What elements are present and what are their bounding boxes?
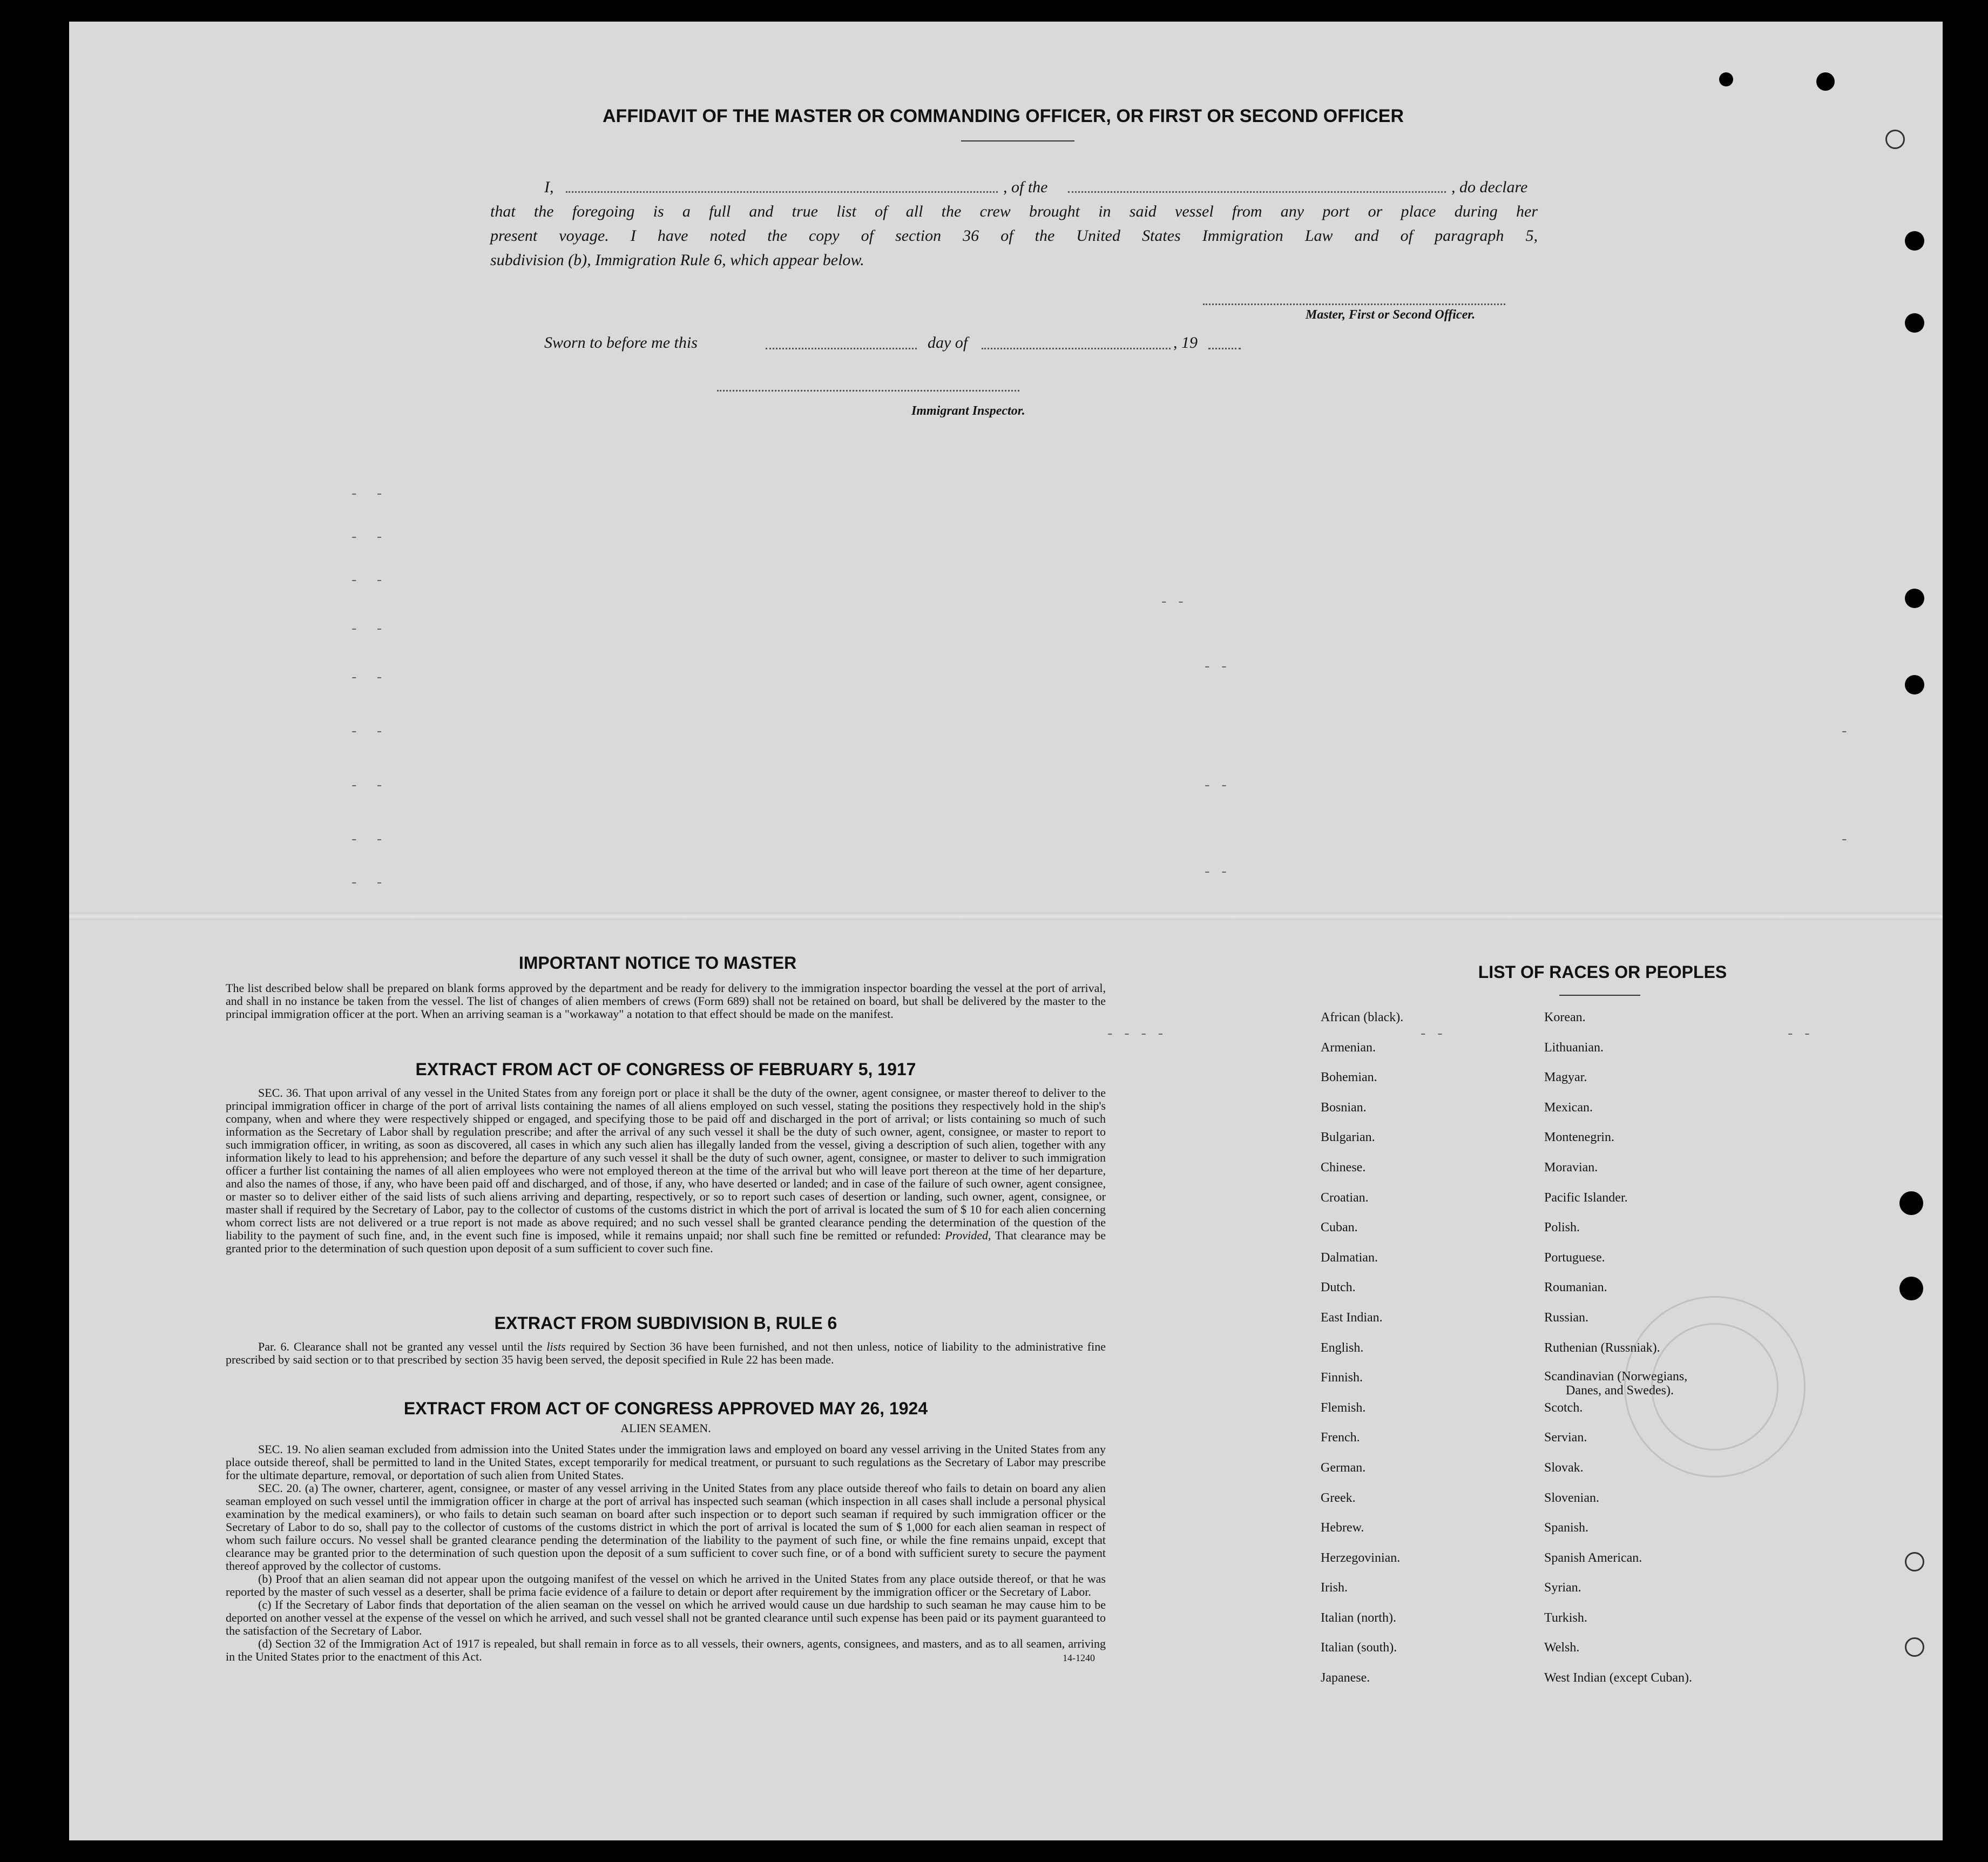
race-item: Bohemian. — [1321, 1070, 1377, 1085]
bleed-mark: - - — [350, 529, 384, 545]
race-item: Dutch. — [1321, 1280, 1356, 1295]
extract-rule6-title: EXTRACT FROM SUBDIVISION B, RULE 6 — [494, 1313, 837, 1333]
extract-1924-body — [226, 1443, 1106, 1664]
bleed-mark: - - — [1786, 1026, 1811, 1042]
sec19-text: SEC. 19. No alien seaman excluded from admission into the United States under the immigration laws and employed on board any vessel arriving in the United States from any place outside thereof, shall be permitted to land in the United States, except temporarily for medical treatment, or pursuant to such regulations as the Secretary of Labor may prescribe for the ultimate departure, removal, or deportation of such alien from United States. — [226, 1442, 1106, 1482]
inspector-caption: Immigrant Inspector. — [911, 404, 1025, 418]
punch-hole — [1899, 1277, 1923, 1300]
lists-word: lists — [546, 1340, 566, 1353]
sec20b-text: (b) Proof that an alien seaman did not appear upon the outgoing manifest of the vessel on which he arrived in the United States from any place outside thereof, or that he was reported by the master of such vessel as a deserter, shall be prima facie evidence of a failure to detain or deport after requirement by the immigration officer or the Secretary of Labor. — [226, 1572, 1106, 1598]
race-item: Polish. — [1544, 1220, 1580, 1235]
proviso-text: That clearance may be granted prior to the determination of such question upon deposit of a sum sufficient to cover such fine. — [226, 1229, 1106, 1255]
year-blank — [1208, 348, 1241, 349]
races-title: LIST OF RACES OR PEOPLES — [1478, 962, 1727, 982]
race-item: Italian (south). — [1321, 1641, 1397, 1655]
year-prefix: , 19 — [1173, 334, 1198, 352]
race-item: Portuguese. — [1544, 1250, 1605, 1265]
race-item-label: Scandinavian (Norwegians, — [1544, 1369, 1688, 1384]
rule6-text-a: Par. 6. Clearance shall not be granted any vessel until the — [258, 1340, 543, 1353]
bleed-mark: - - — [1160, 594, 1185, 610]
day-of: day of — [928, 334, 968, 352]
bleed-mark: - - - - — [1106, 1026, 1165, 1042]
race-item: Hebrew. — [1321, 1521, 1364, 1535]
race-item: Ruthenian (Russniak). — [1544, 1340, 1660, 1355]
race-item: Italian (north). — [1321, 1610, 1396, 1625]
punch-hole-ring — [1905, 1552, 1924, 1571]
title-underline — [961, 140, 1074, 141]
race-item: French. — [1321, 1431, 1360, 1445]
race-item: Flemish. — [1321, 1400, 1366, 1415]
race-item: Spanish. — [1544, 1521, 1589, 1535]
race-item: Irish. — [1321, 1581, 1348, 1595]
race-item: Servian. — [1544, 1431, 1587, 1445]
sec20a-text: SEC. 20. (a) The owner, charterer, agent, consignee, or master of any vessel arriving in the United States from any place outside thereof who fails to detain on board any alien seaman employed on such vessel until the immigration officer in charge at the port of arrival has inspected such seaman (which inspection in all cases shall include a personal physical examination by the medical examiners), or who fails to detain such seaman on board after such inspection or to deport such seaman if required by such immigration officer or the Secretary of Labor to do so, shall pay to the collector of customs of the customs district in which the port of arrival is located the sum of $ 1,000 for each alien seaman in respect of whom such failure occurs. No vessel shall be granted clearance pending the determination of the liability to the payment of such fine, or while the fine remains unpaid, except that clearance may be granted prior to the determination of such question upon the deposit of a sum sufficient to cover such fine, or of a bond with sufficient surety to secure the payment thereof approved by the collector of customs. — [226, 1481, 1106, 1573]
bleed-mark: - - — [1203, 864, 1228, 880]
extract-1917-text — [226, 1087, 1106, 1255]
race-item: Turkish. — [1544, 1610, 1587, 1625]
affidavit-line4: subdivision (b), Immigration Rule 6, which appear below. — [490, 251, 864, 269]
race-item: Montenegrin. — [1544, 1130, 1614, 1145]
affidavit-title: AFFIDAVIT OF THE MASTER OR COMMANDING OFFICER, OR FIRST OR SECOND OFFICER — [603, 106, 1404, 126]
races-left-column — [1321, 1010, 1537, 1701]
race-item: Bosnian. — [1321, 1100, 1367, 1115]
form-number: 14-1240 — [1063, 1652, 1095, 1663]
bleed-mark: - - — [350, 670, 384, 686]
extract-rule6-text — [226, 1340, 1106, 1366]
bleed-mark: - — [1840, 724, 1849, 740]
fold-line — [69, 913, 1943, 920]
sec20c-text: (c) If the Secretary of Labor finds that deportation of the alien seaman on the vessel on which he arrived would cause un due hardship to such seaman he may cause him to be deported on another vessel at the expense of the vessel on which he arrived, and such vessel shall not be granted clearance until such expense has been paid or its payment guaranteed to the satisfaction of the Secretary of Labor. — [226, 1598, 1106, 1637]
bleed-mark: - - — [350, 621, 384, 637]
race-item: Lithuanian. — [1544, 1040, 1604, 1055]
race-item-continuation: Danes, and Swedes). — [1566, 1384, 1674, 1398]
race-item: Chinese. — [1321, 1160, 1366, 1175]
punch-hole-ring — [1885, 130, 1905, 149]
race-item: Herzegovinian. — [1321, 1550, 1401, 1565]
affidavit-i: I, — [544, 178, 554, 196]
race-item: East Indian. — [1321, 1310, 1383, 1325]
race-item: West Indian (except Cuban). — [1544, 1671, 1692, 1685]
notice-text: The list described below shall be prepared on blank forms approved by the department and be ready for delivery to the immigration inspector boarding the vessel at the port of arrival, and shall in no instance be taken from the vessel. The list of changes of alien members of crews (Form 689) shall not be retained on board, but shall be delivered by the master to the principal immigration officer at the port. When an arriving seaman is a "workaway" a notation to that effect should be made on the manifest. — [226, 981, 1106, 1021]
race-item: Roumanian. — [1544, 1280, 1607, 1295]
race-item: Dalmatian. — [1321, 1250, 1378, 1265]
bleed-mark: - - — [1203, 778, 1228, 794]
vessel-blank — [1068, 191, 1446, 193]
bleed-mark: - - — [350, 724, 384, 740]
race-item: English. — [1321, 1340, 1364, 1355]
race-item: Mexican. — [1544, 1100, 1593, 1115]
affidavit-line2: that the foregoing is a full and true list of all the crew brought in said vessel from any port or place during her — [490, 203, 1538, 220]
bleed-mark: - - — [350, 572, 384, 589]
race-item: Croatian. — [1321, 1190, 1369, 1205]
punch-hole — [1905, 675, 1924, 694]
bleed-mark: - - — [1203, 659, 1228, 675]
race-item: Armenian. — [1321, 1040, 1376, 1055]
race-item: Bulgarian. — [1321, 1130, 1375, 1145]
proviso-word: Provided, — [945, 1229, 991, 1242]
sec36-text: SEC. 36. That upon arrival of any vessel in the United States from any foreign port or place it shall be the duty of the owner, agent consignee, or master thereof to deliver to the principal immigration officer in charge of the port of arrival lists containing the names of all aliens employed on such vessel, stating the positions they respectively hold in the ship's company, when and where they were respectively shipped or engaged, and specifying those to be paid off and discharged in the port of arrival; or lists containing so much of such information as the Secretary of Labor shall by regulation prescribe; and after the arrival of any such vessel it shall be the duty of such owner, agent, consignee, or master to report to such immigration officer, in writing, as soon as discovered, all cases in which any such alien has illegally landed from the vessel, giving a description of such alien, together with any information likely to lead to his apprehension; and before the departure of any such vessel it shall be the duty of such owner, agent, consignee, or master to deliver to such immigration officer a further list containing the names of all alien employees who were not employed thereon at the time of the arrival but who will leave port thereon at the time of her departure, and also the names of those, if any, who have been paid off and discharged, and of those, if any, who have deserted or landed; and in case of the failure of such owner, agent consignee, or master so to deliver either of the said lists of such aliens arriving and departing, respectively, or so to report such cases of desertion or landing, such owner, agent, consignee, or master shall if required by the Secretary of Labor, pay to the collector of customs of the customs district in which the port of arrival is located the sum of $ 10 for each alien concerning whom correct lists are not delivered or a true report is not made as above required; and no such vessel shall be granted clearance pending the determination of the question of the liability to the payment of such fine, and, in the event such fine is imposed, while it remains unpaid; nor shall such fine be remitted or refunded: — [226, 1086, 1106, 1242]
race-item: Spanish American. — [1544, 1550, 1642, 1565]
document-sheet — [69, 22, 1943, 1840]
signature-caption: Master, First or Second Officer. — [1306, 308, 1476, 322]
extract-1917-title: EXTRACT FROM ACT OF CONGRESS OF FEBRUARY 5, 1917 — [415, 1060, 916, 1079]
bleed-mark: - - — [350, 486, 384, 502]
bleed-mark: - — [1840, 832, 1849, 848]
bleed-mark: - - — [350, 875, 384, 891]
punch-hole-ring — [1905, 1637, 1924, 1657]
inspector-blank — [717, 390, 1019, 392]
race-item: Welsh. — [1544, 1641, 1580, 1655]
rule6-text-b: required by Section 36 have been furnished, and not then unless, notice of liability to the administrative fine prescribed by said section or to that prescribed by section 35 havig been served, the deposit specified in Rule 22 has been made. — [226, 1340, 1106, 1366]
race-item: Finnish. — [1321, 1371, 1363, 1385]
punch-hole — [1899, 1191, 1923, 1215]
race-item: Magyar. — [1544, 1070, 1587, 1085]
race-item: German. — [1321, 1460, 1366, 1475]
name-blank — [566, 191, 998, 193]
punch-hole — [1905, 231, 1924, 251]
sworn-text: Sworn to before me this — [544, 334, 698, 352]
race-item: Slovak. — [1544, 1460, 1584, 1475]
race-item: African (black). — [1321, 1010, 1404, 1024]
race-item: Korean. — [1544, 1010, 1586, 1024]
sec20d-text: (d) Section 32 of the Immigration Act of 1917 is repealed, but shall remain in force as to all vessels, their owners, agents, consignees, and masters, and as to all seamen, arriving in the United States prior to the enactment of this Act. — [226, 1637, 1106, 1663]
affidavit-of-the: , of the — [1003, 178, 1048, 196]
race-item: Syrian. — [1544, 1581, 1581, 1595]
race-item: Russian. — [1544, 1310, 1589, 1325]
race-item: Moravian. — [1544, 1160, 1598, 1175]
bleed-mark: - - — [350, 778, 384, 794]
race-item: Pacific Islander. — [1544, 1190, 1628, 1205]
race-item: Japanese. — [1321, 1671, 1370, 1685]
race-item: Greek. — [1321, 1490, 1356, 1505]
notice-title: IMPORTANT NOTICE TO MASTER — [518, 953, 797, 973]
punch-hole — [1719, 72, 1733, 86]
extract-1924-title: EXTRACT FROM ACT OF CONGRESS APPROVED MAY 26, 1924 — [403, 1399, 928, 1418]
signature-blank — [1203, 303, 1505, 305]
extract-1924-subtitle: ALIEN SEAMEN. — [620, 1421, 711, 1435]
punch-hole — [1905, 313, 1924, 333]
punch-hole — [1816, 72, 1835, 91]
bleed-mark: - - — [350, 832, 384, 848]
races-title-underline — [1559, 995, 1640, 996]
race-item: Cuban. — [1321, 1220, 1358, 1235]
day-blank — [766, 348, 917, 349]
punch-hole — [1905, 589, 1924, 608]
bleed-mark: - - — [1419, 1026, 1444, 1042]
faint-stamp-inner — [1651, 1323, 1779, 1451]
month-blank — [982, 348, 1171, 349]
affidavit-line3: present voyage. I have noted the copy of section 36 of the United States Immigration Law and of paragraph 5, — [490, 227, 1538, 245]
affidavit-declare: , do declare — [1451, 178, 1528, 196]
race-item: Scotch. — [1544, 1400, 1583, 1415]
race-item: Slovenian. — [1544, 1490, 1599, 1505]
